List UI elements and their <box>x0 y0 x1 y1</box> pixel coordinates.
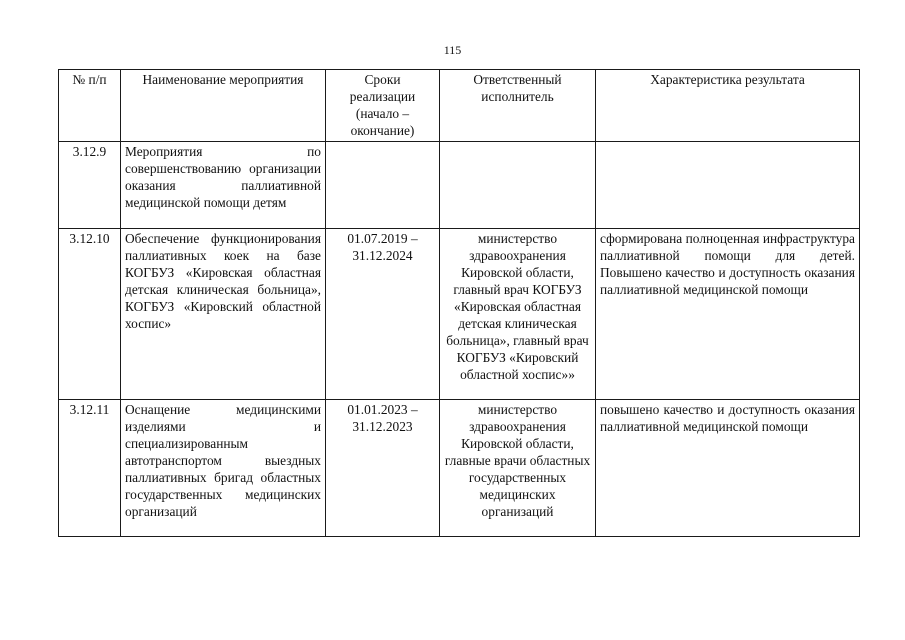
table-row <box>59 229 860 400</box>
page-number: 115 <box>443 43 462 57</box>
table-header-row <box>59 70 860 142</box>
header-result: Характеристика результата <box>596 70 860 142</box>
header-measure-name: Наименование мероприятия <box>121 70 326 142</box>
row-result: сформирована полноценная инфраструктура паллиативной помощи для детей. Повышено качество и доступность оказания паллиативной медицинской помощи <box>596 229 860 400</box>
row-executor <box>440 142 596 229</box>
row-executor: министерство здравоохранения Кировской области, главные врачи областных государственных медицинских организаций <box>440 400 596 537</box>
row-measure-name: Оснащение медицинскими изделиями и специализированным автотранспортом выездных паллиативных бригад областных государственных медицинских организаций <box>121 400 326 537</box>
row-number: 3.12.11 <box>59 400 121 537</box>
table-row <box>59 400 860 537</box>
header-executor: Ответственный исполнитель <box>440 70 596 142</box>
row-result: повышено качество и доступность оказания паллиативной медицинской помощи <box>596 400 860 537</box>
header-number: № п/п <box>59 70 121 142</box>
row-period: 01.01.2023 – 31.12.2023 <box>326 400 440 537</box>
header-period: Сроки реализации (начало – окончание) <box>326 70 440 142</box>
table-row <box>59 142 860 229</box>
row-period: 01.07.2019 – 31.12.2024 <box>326 229 440 400</box>
measures-table <box>58 69 860 537</box>
row-number: 3.12.10 <box>59 229 121 400</box>
row-result <box>596 142 860 229</box>
row-period <box>326 142 440 229</box>
row-executor: министерство здравоохранения Кировской области, главный врач КОГБУЗ «Кировская областная детская клиническая больница», главный врач КОГБУЗ «Кировский областной хоспис»» <box>440 229 596 400</box>
row-measure-name: Обеспечение функционирования паллиативных коек на базе КОГБУЗ «Кировская областная детская клиническая больница», КОГБУЗ «Кировский областной хоспис» <box>121 229 326 400</box>
row-number: 3.12.9 <box>59 142 121 229</box>
row-measure-name: Мероприятия по совершенствованию организации оказания паллиативной медицинской помощи детям <box>121 142 326 229</box>
